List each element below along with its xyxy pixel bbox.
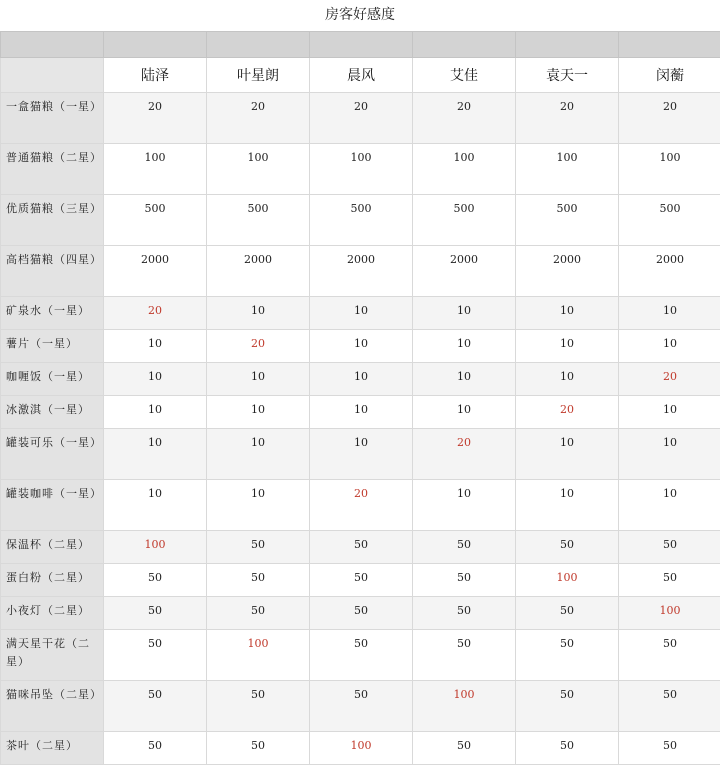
table-cell: 50 [310,630,413,681]
affinity-table [0,31,720,765]
table-cell: 50 [619,630,720,681]
table-cell: 10 [516,297,619,330]
table-cell: 10 [413,330,516,363]
table-cell: 500 [207,195,310,246]
table-cell: 50 [619,564,720,597]
table-cell: 10 [207,480,310,531]
table-cell: 50 [207,732,310,765]
row-label: 蛋白粉（二星） [1,564,104,597]
table-cell: 100 [619,597,720,630]
table-cell: 10 [310,297,413,330]
table-cell: 10 [207,429,310,480]
table-cell: 50 [516,630,619,681]
table-cell: 500 [413,195,516,246]
table-cell: 100 [104,144,207,195]
table-cell: 2000 [516,246,619,297]
table-cell: 50 [619,531,720,564]
table-cell: 10 [413,297,516,330]
table-cell: 10 [104,363,207,396]
table-row [1,429,720,480]
table-cell: 100 [207,144,310,195]
table-cell: 50 [516,732,619,765]
table-cell: 50 [104,597,207,630]
table-cell: 2000 [104,246,207,297]
table-cell: 50 [104,732,207,765]
table-cell: 2000 [413,246,516,297]
table-row [1,630,720,681]
table-cell: 20 [516,93,619,144]
table-row [1,246,720,297]
row-label: 保温杯（二星） [1,531,104,564]
table-cell: 10 [413,363,516,396]
row-label: 小夜灯（二星） [1,597,104,630]
table-cell: 50 [207,597,310,630]
table-cell: 50 [413,630,516,681]
column-header: 艾佳 [413,58,516,93]
table-cell: 50 [413,564,516,597]
table-row [1,144,720,195]
table-cell: 10 [104,330,207,363]
table-cell: 50 [104,630,207,681]
table-cell: 50 [413,597,516,630]
table-cell: 10 [207,363,310,396]
table-cell: 20 [207,330,310,363]
table-cell: 50 [104,564,207,597]
table-row [1,597,720,630]
table-cell: 50 [619,681,720,732]
table-row [1,330,720,363]
table-cell: 20 [104,93,207,144]
table-cell: 10 [104,429,207,480]
table-cell: 50 [310,597,413,630]
table-cell: 2000 [207,246,310,297]
table-cell: 10 [310,330,413,363]
corner-cell [1,58,104,93]
table-cell: 100 [516,564,619,597]
column-header: 陆泽 [104,58,207,93]
table-cell: 20 [619,93,720,144]
table-cell: 100 [310,732,413,765]
table-row [1,195,720,246]
table-cell: 10 [207,297,310,330]
header-band-cell [619,32,720,58]
header-band-cell [413,32,516,58]
table-cell: 2000 [310,246,413,297]
table-cell: 10 [310,429,413,480]
table-cell: 10 [619,429,720,480]
table-cell: 100 [413,681,516,732]
table-cell: 50 [207,564,310,597]
table-cell: 50 [207,681,310,732]
table-row [1,396,720,429]
row-label: 冰激淇（一星） [1,396,104,429]
table-cell: 10 [104,480,207,531]
table-cell: 100 [413,144,516,195]
table-cell: 50 [310,564,413,597]
table-row [1,297,720,330]
table-cell: 50 [207,531,310,564]
table-cell: 10 [516,330,619,363]
table-row [1,93,720,144]
table-cell: 100 [310,144,413,195]
row-label: 优质猫粮（三星） [1,195,104,246]
table-cell: 50 [310,681,413,732]
table-cell: 10 [413,396,516,429]
header-band-cell [1,32,104,58]
table-cell: 10 [516,480,619,531]
header-band-cell [207,32,310,58]
table-cell: 10 [413,480,516,531]
table-cell: 10 [310,396,413,429]
header-band-cell [104,32,207,58]
column-header: 袁天一 [516,58,619,93]
table-cell: 10 [619,297,720,330]
header-band-cell [310,32,413,58]
table-cell: 500 [310,195,413,246]
table-cell: 20 [104,297,207,330]
table-cell: 100 [104,531,207,564]
table-row [1,480,720,531]
table-cell: 50 [310,531,413,564]
row-label: 茶叶（二星） [1,732,104,765]
row-label: 一盒猫粮（一星） [1,93,104,144]
row-label: 咖喱饭（一星） [1,363,104,396]
table-cell: 50 [619,732,720,765]
table-row [1,681,720,732]
column-header: 闵蘅 [619,58,720,93]
row-label: 薯片（一星） [1,330,104,363]
row-label: 罐装咖啡（一星） [1,480,104,531]
row-label: 矿泉水（一星） [1,297,104,330]
column-header: 晨风 [310,58,413,93]
table-cell: 20 [516,396,619,429]
table-cell: 500 [104,195,207,246]
table-cell: 50 [413,732,516,765]
table-cell: 10 [104,396,207,429]
table-cell: 10 [619,396,720,429]
row-label: 罐装可乐（一星） [1,429,104,480]
table-cell: 50 [516,681,619,732]
table-cell: 100 [207,630,310,681]
header-band-cell [516,32,619,58]
row-label: 普通猫粮（二星） [1,144,104,195]
table-cell: 10 [516,363,619,396]
table-cell: 100 [619,144,720,195]
table-cell: 50 [516,597,619,630]
table-cell: 10 [310,363,413,396]
table-cell: 500 [516,195,619,246]
row-label: 满天星干花（二星） [1,630,104,681]
table-cell: 500 [619,195,720,246]
table-cell: 20 [310,480,413,531]
row-label: 高档猫粮（四星） [1,246,104,297]
table-cell: 10 [516,429,619,480]
column-header-row [1,58,720,93]
table-cell: 10 [619,480,720,531]
table-cell: 50 [104,681,207,732]
column-header: 叶星朗 [207,58,310,93]
row-label: 猫咪吊坠（二星） [1,681,104,732]
table-row [1,531,720,564]
table-cell: 20 [310,93,413,144]
table-cell: 20 [619,363,720,396]
table-row [1,732,720,765]
table-cell: 20 [207,93,310,144]
table-cell: 100 [516,144,619,195]
table-cell: 50 [516,531,619,564]
table-row [1,363,720,396]
header-band [1,32,720,58]
table-cell: 10 [207,396,310,429]
table-cell: 20 [413,429,516,480]
table-cell: 10 [619,330,720,363]
table-cell: 20 [413,93,516,144]
table-cell: 50 [413,531,516,564]
table-row [1,564,720,597]
table-cell: 2000 [619,246,720,297]
page-title: 房客好感度 [0,0,720,31]
